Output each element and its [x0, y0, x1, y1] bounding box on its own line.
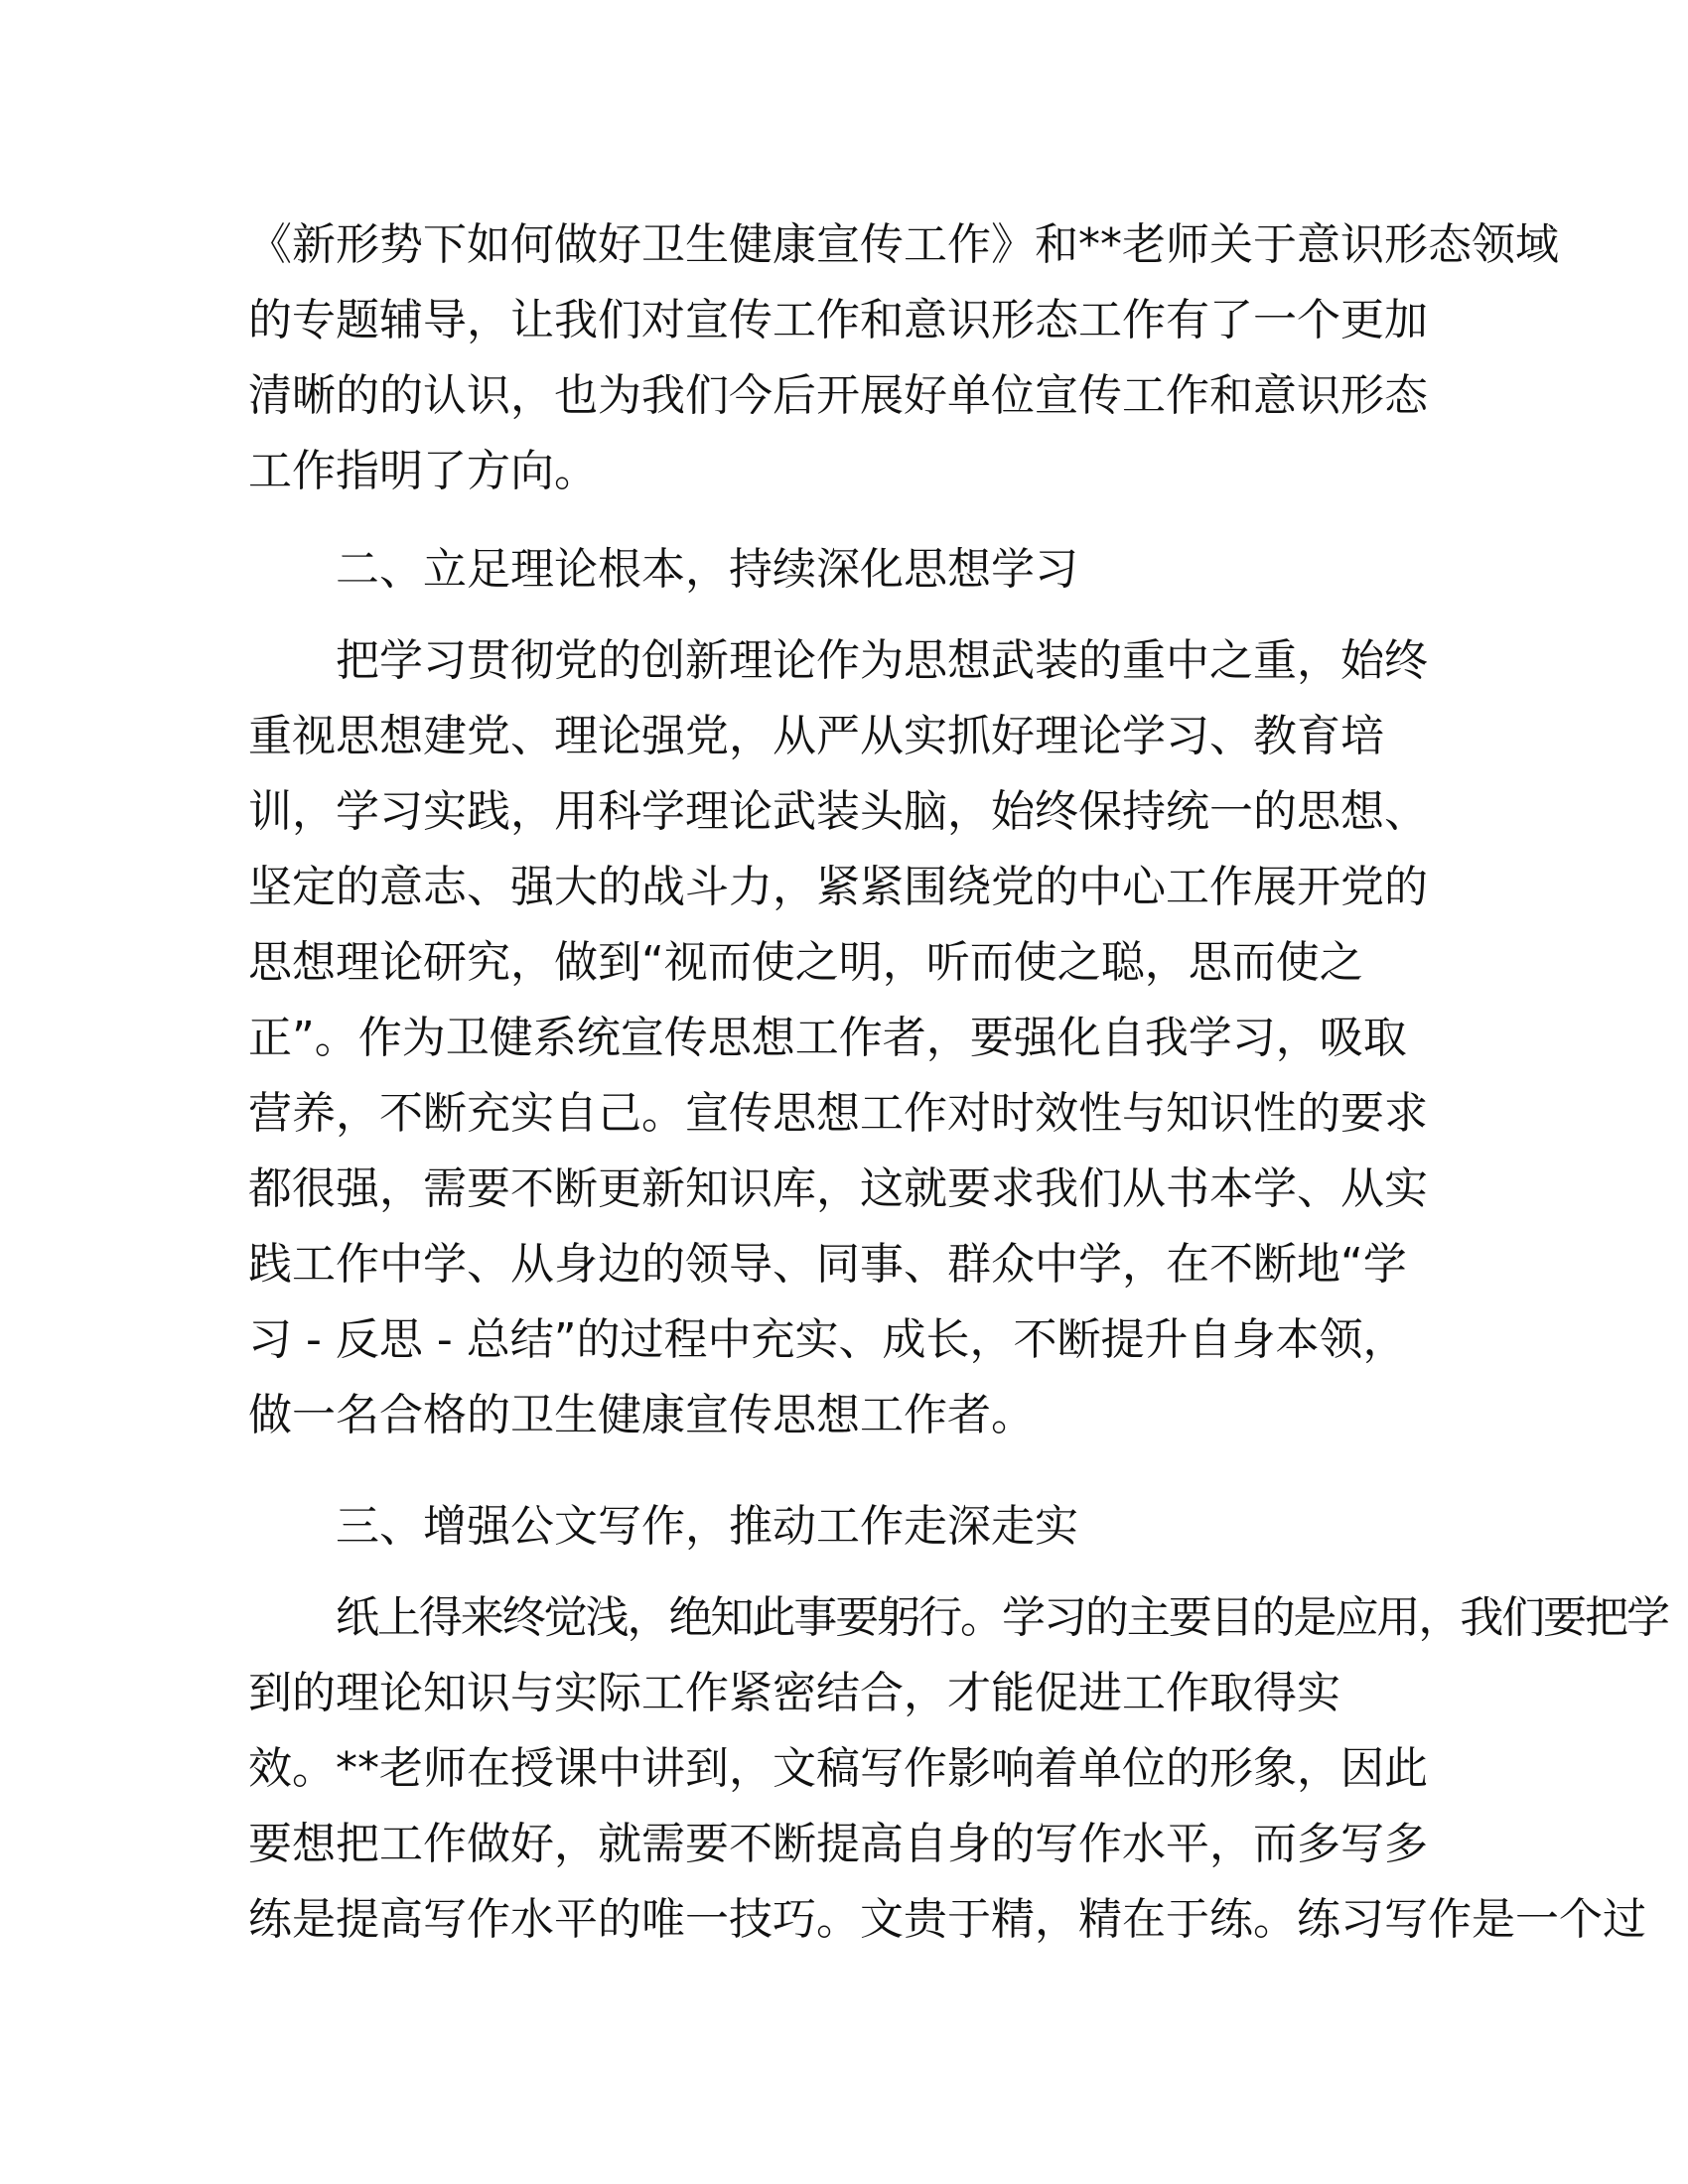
- paragraph-line: 练是提高写作水平的唯一技巧。文贵于精，精在于练。练习写作是一个过: [248, 1894, 1646, 1945]
- paragraph-line: 习 - 反思 - 总结”的过程中充实、成长，不断提升自身本领，: [248, 1314, 1407, 1365]
- paragraph-line: 要想把工作做好，就需要不断提高自身的写作水平，而多写多: [248, 1819, 1428, 1869]
- paragraph-line: 重视思想建党、理论强党，从严从实抓好理论学习、教育培: [248, 711, 1384, 761]
- paragraph-line: 都很强，需要不断更新知识库，这就要求我们从书本学、从实: [248, 1163, 1428, 1214]
- paragraph-line: 训，学习实践，用科学理论武装头脑，始终保持统一的思想、: [248, 786, 1428, 837]
- paragraph-line: 《新形势下如何做好卫生健康宣传工作》和**老师关于意识形态领域: [248, 219, 1559, 270]
- paragraph-line: 纸上得来终觉浅，绝知此事要躬行。学习的主要目的是应用，我们要把学: [336, 1592, 1668, 1643]
- paragraph-line: 正”。作为卫健系统宣传思想工作者，要强化自我学习，吸取: [248, 1013, 1407, 1063]
- section-heading-3: 三、增强公文写作，推动工作走深走实: [336, 1501, 1078, 1552]
- section-heading-2: 二、立足理论根本，持续深化思想学习: [336, 544, 1078, 595]
- paragraph-line: 到的理论知识与实际工作紧密结合，才能促进工作取得实: [248, 1668, 1340, 1718]
- paragraph-line: 的专题辅导，让我们对宣传工作和意识形态工作有了一个更加: [248, 295, 1428, 345]
- paragraph-line: 工作指明了方向。: [248, 446, 598, 496]
- paragraph-line: 思想理论研究，做到“视而使之明，听而使之聪，思而使之: [248, 937, 1363, 988]
- paragraph-line: 营养，不断充实自己。宣传思想工作对时效性与知识性的要求: [248, 1088, 1428, 1139]
- paragraph-line: 坚定的意志、强大的战斗力，紧紧围绕党的中心工作展开党的: [248, 862, 1428, 912]
- paragraph-line: 做一名合格的卫生健康宣传思想工作者。: [248, 1390, 1035, 1440]
- paragraph-line: 把学习贯彻党的创新理论作为思想武装的重中之重，始终: [336, 635, 1428, 686]
- paragraph-line: 清晰的的认识，也为我们今后开展好单位宣传工作和意识形态: [248, 370, 1428, 421]
- paragraph-line: 效。**老师在授课中讲到，文稿写作影响着单位的形象，因此: [248, 1743, 1428, 1794]
- paragraph-line: 践工作中学、从身边的领导、同事、群众中学，在不断地“学: [248, 1239, 1407, 1290]
